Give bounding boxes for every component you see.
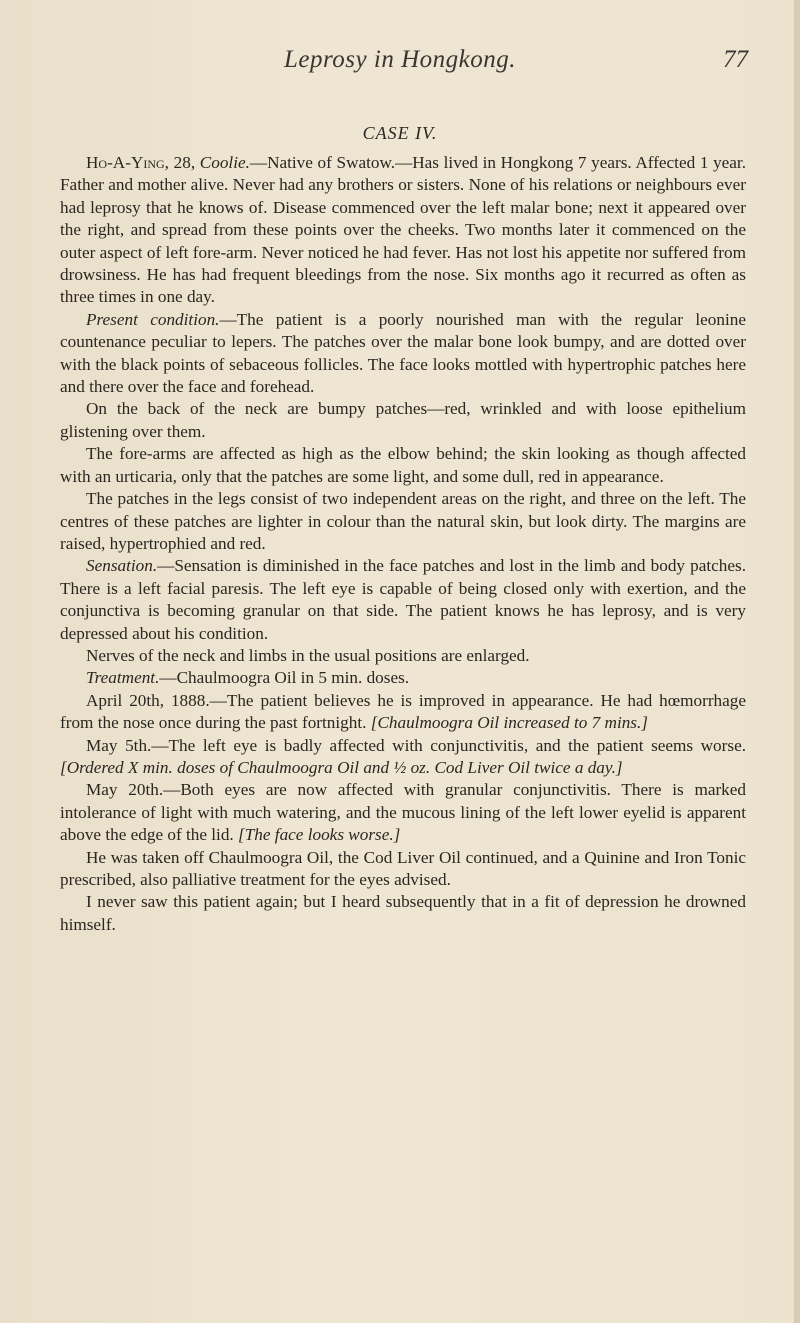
paragraph-text: —Native of Swatow.—Has lived in Hongkong 7 years. Affected 1 year. Father and mother alive. Never had any brothers or sisters. None of his relations or neighbours ever had leprosy that he knows of. Disease commenced over the left malar bone; next it appeared over the right, and spread from these points over the cheeks. Two months later it commenced on the outer aspect of left fore-arm. Never noticed he had fever. Has not lost his appetite nor suffered from drowsiness. He has had frequent bleedings from the nose. Six months ago it recurred as often as three times in one day. [60, 153, 746, 307]
running-head-title: Leprosy in Hongkong. [284, 46, 516, 73]
paragraph-may-20 [60, 779, 746, 846]
section-label: Treatment. [86, 668, 160, 688]
paragraph-text: —Sensation is diminished in the face patches and lost in the limb and body patches. There is a left facial paresis. The left eye is capable of being closed only with exertion, and the conjunctiva is becoming granular on that side. The patient knows he has leprosy, and is very depressed about his condition. [60, 556, 746, 643]
case-body [60, 152, 746, 936]
editorial-note: [The face looks worse.] [238, 825, 401, 845]
paragraph-text: I never saw this patient again; but I heard subsequently that in a fit of depression he drowned himself. [60, 892, 746, 934]
paragraph-text: —Chaulmoogra Oil in 5 min. doses. [159, 668, 410, 688]
editorial-note: [Chaulmoogra Oil increased to 7 mins.] [370, 713, 648, 733]
patient-occupation: Coolie. [199, 153, 250, 172]
paragraph-history [60, 152, 746, 309]
paragraph-text: May 20th.—Both eyes are now affected with granular conjunctivitis. There is marked intolerance of light with much watering, and the mucous lining of the left lower eyelid is apparent above the edge of the lid. [60, 780, 746, 845]
paragraph-sensation [60, 555, 746, 645]
paragraph-nerves [60, 645, 746, 667]
paragraph-text: On the back of the neck are bumpy patches—red, wrinkled and with loose epithelium glistening over them. [60, 399, 746, 441]
running-head [0, 46, 800, 80]
patient-age: 28, [168, 153, 200, 172]
paragraph-present-condition [60, 309, 746, 399]
paragraph-legs [60, 488, 746, 555]
paragraph-text: —The patient is a poorly nourished man with the regular leonine countenance peculiar to lepers. The patches over the malar bone look bumpy, and are dotted over with the black points of sebaceous follicles. The face looks mottled with hypertrophic patches here and there over the face and forehead. [60, 309, 746, 397]
paragraph-taken-off [60, 847, 746, 892]
paragraph-april-20 [60, 690, 746, 735]
paragraph-neck [60, 398, 746, 443]
paragraph-may-5 [60, 735, 746, 780]
paragraph-treatment [60, 667, 746, 689]
page-number: 77 [723, 46, 748, 73]
paragraph-outcome [60, 891, 746, 936]
paragraph-text: The fore-arms are affected as high as the elbow behind; the skin looking as though affected with an urticaria, only that the patches are some light, and some dull, red in appearance. [60, 444, 746, 486]
paragraph-text: April 20th, 1888.—The patient believes he is improved in appearance. He had hœmorrhage from the nose once during the past fortnight. [60, 690, 746, 733]
paragraph-text: The patches in the legs consist of two independent areas on the right, and three on the left. The centres of these patches are lighter in colour than the natural skin, but look dirty. The margins are raised, hypertrophied and red. [60, 489, 746, 553]
paragraph-forearms [60, 443, 746, 488]
paragraph-text: Nerves of the neck and limbs in the usual positions are enlarged. [86, 645, 530, 665]
section-label: Sensation. [86, 556, 158, 576]
paragraph-text: He was taken off Chaulmoogra Oil, the Cod Liver Oil continued, and a Quinine and Iron Tonic prescribed, also palliative treatment for the eyes advised. [60, 847, 746, 889]
case-heading: CASE IV. [362, 123, 438, 143]
editorial-note: [Ordered X min. doses of Chaulmoogra Oil and ½ oz. Cod Liver Oil twice a day.] [60, 757, 623, 777]
patient-name: Ho-A-Ying, [86, 153, 169, 172]
paragraph-text: May 5th.—The left eye is badly affected with conjunctivitis, and the patient seems worse. [86, 735, 746, 755]
page-edge [794, 0, 800, 1323]
section-label: Present condition. [86, 309, 220, 329]
